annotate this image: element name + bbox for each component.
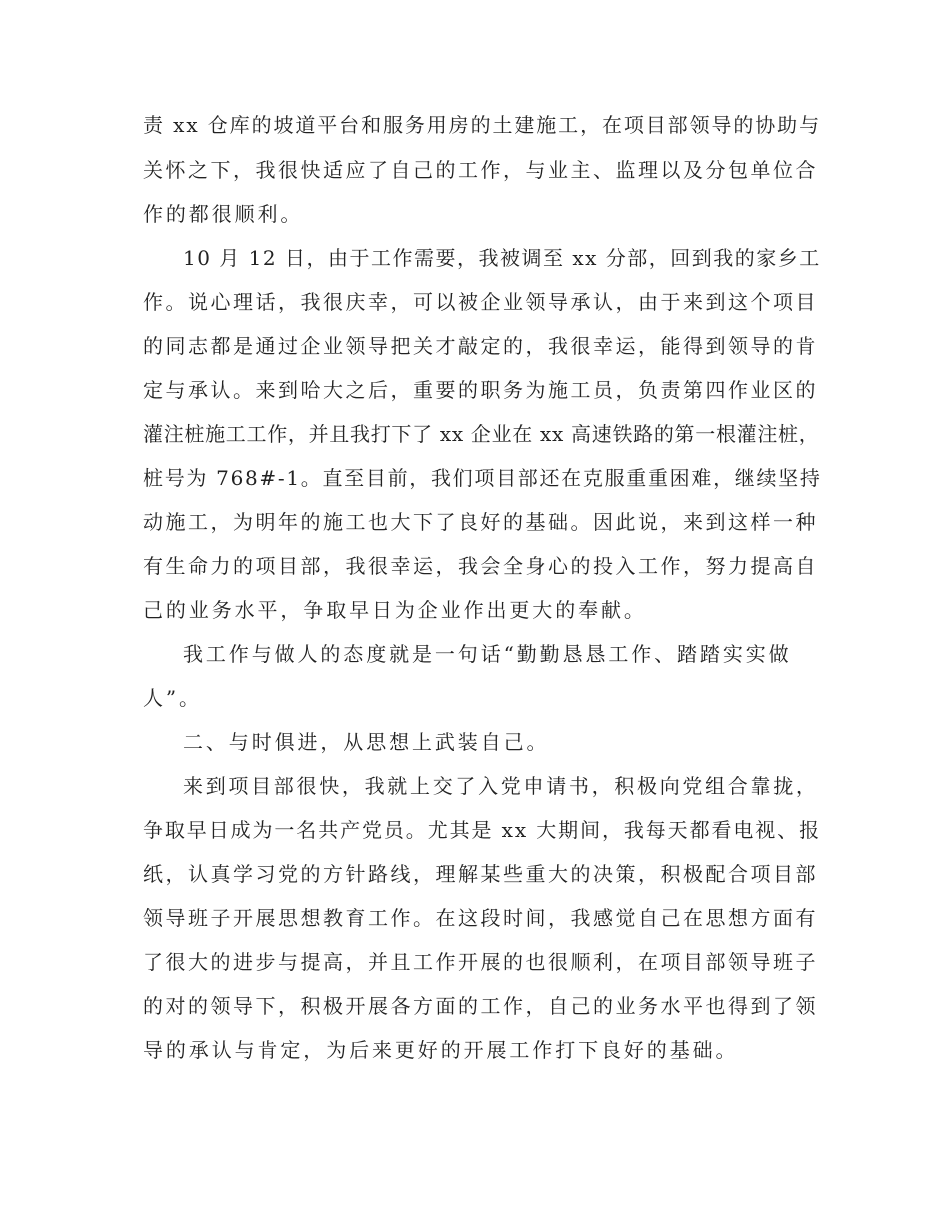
text-line: 有生命力的项目部，我很幸运，我会全身心的投入工作，努力提高自 [143, 554, 818, 578]
section-heading: 二、与时俱进，从思想上武装自己。 [183, 730, 550, 754]
paragraph-start-line: 来到项目部很快，我就上交了入党申请书，积极向党组合靠拢， [183, 774, 819, 798]
paragraph-start-line: 我工作与做人的态度就是一句话“勤勤恳恳工作、踏踏实实做 [183, 642, 792, 666]
text-line: 定与承认。来到哈大之后，重要的职务为施工员，负责第四作业区的 [143, 378, 818, 402]
text-line: 争取早日成为一名共产党员。尤其是 xx 大期间，我每天都看电视、报 [143, 818, 821, 842]
text-line: 动施工，为明年的施工也大下了良好的基础。因此说，来到这样一种 [143, 510, 818, 534]
text-line: 己的业务水平，争取早日为企业作出更大的奉献。 [143, 598, 647, 622]
text-line: 的同志都是通过企业领导把关才敲定的，我很幸运，能得到领导的肯 [143, 334, 818, 358]
text-line: 桩号为 768#-1。直至目前，我们项目部还在克服重重困难，继续坚持 [143, 466, 822, 490]
text-line: 作。说心理话，我很庆幸，可以被企业领导承认，由于来到这个项目 [143, 290, 818, 314]
text-line: 领导班子开展思想教育工作。在这段时间，我感觉自己在思想方面有 [143, 906, 818, 930]
text-line: 责 xx 仓库的坡道平台和服务用房的土建施工，在项目部领导的协助与 [143, 113, 821, 137]
text-line: 纸，认真学习党的方针路线，理解某些重大的决策，积极配合项目部 [143, 862, 818, 886]
text-line: 人”。 [143, 686, 202, 710]
text-line: 的对的领导下，积极开展各方面的工作，自己的业务水平也得到了领 [143, 994, 818, 1018]
text-line: 灌注桩施工工作，并且我打下了 xx 企业在 xx 高速铁路的第一根灌注桩， [143, 422, 820, 446]
text-line: 了很大的进步与提高，并且工作开展的也很顺利，在项目部领导班子 [143, 950, 818, 974]
text-line: 导的承认与肯定，为后来更好的开展工作打下良好的基础。 [143, 1038, 739, 1062]
text-line: 作的都很顺利。 [143, 202, 304, 226]
paragraph-start-line: 10 月 12 日，由于工作需要，我被调至 xx 分部，回到我的家乡工 [183, 246, 821, 270]
text-line: 关怀之下，我很快适应了自己的工作，与业主、监理以及分包单位合 [143, 158, 818, 182]
